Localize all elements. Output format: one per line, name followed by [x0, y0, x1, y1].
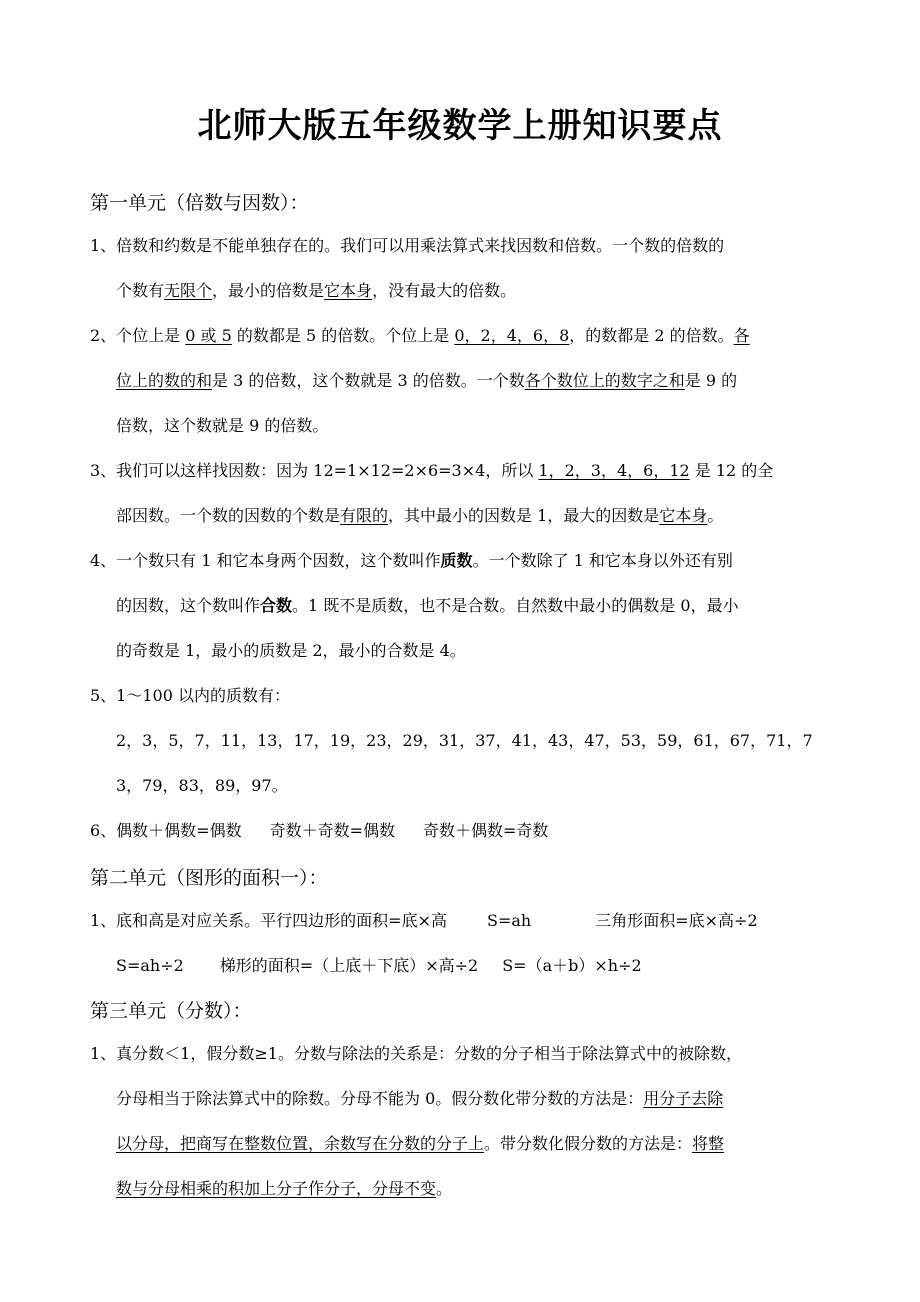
bold-term: 质数: [440, 551, 473, 570]
underlined-term: 位上的数的和: [116, 371, 213, 390]
bold-term: 合数: [260, 596, 293, 615]
underlined-term: 它本身: [324, 281, 373, 300]
underlined-term: 1，2，3，4，6，12: [538, 461, 690, 480]
unit1-point-6: 6、偶数＋偶数=偶数 奇数＋奇数=偶数 奇数＋偶数=奇数: [90, 821, 549, 840]
underlined-term: 数与分母相乘的积加上分子作分子，分母不变: [116, 1179, 437, 1198]
underlined-term: 以分母，把商写在整数位置，余数写在分数的分子上: [116, 1134, 485, 1153]
unit1-point-4: 4、一个数只有 1 和它本身两个因数，这个数叫作质数。一个数除了 1 和它本身以外还有别 的因数，这个数叫作合数。1 既不是质数，也不是合数。自然数中最小的偶数是 0，最小 的奇数是 1，最小的质数是 2，最小的合数是 4。: [90, 551, 739, 660]
unit3-heading: 第三单元（分数）：: [90, 1000, 252, 1022]
unit3-point-1: 1、真分数＜1，假分数≥1。分数与除法的关系是：分数的分子相当于除法算式中的被除数， 分母相当于除法算式中的除数。分母不能为 0。假分数化带分数的方法是：用分子去除 以分母，把商写在整数位置，余数写在分数的分子上。带分数化假分数的方法是：将整 数与分母相乘的积加上分子作分子，分母不变。: [90, 1044, 742, 1198]
unit2-point-1: 1、底和高是对应关系。平行四边形的面积=底×高 S=ah 三角形面积=底×高÷2 S=ah÷2 梯形的面积=（上底＋下底）×高÷2 S=（a＋b）×h÷2: [90, 911, 758, 975]
unit1-point-3: 3、我们可以这样找因数：因为 12=1×12=2×6=3×4，所以 1，2，3，4，6，12 是 12 的全 部因数。一个数的因数的个数是有限的，其中最小的因数是 1，最大的因数是它本身。: [90, 461, 774, 525]
unit2-heading: 第二单元（图形的面积一）：: [90, 867, 328, 889]
underlined-term: 无限个: [164, 281, 213, 300]
page-title: 北师大版五年级数学上册知识要点: [197, 106, 723, 146]
underlined-term: 0 或 5: [185, 326, 232, 345]
unit1-point-5: 5、1～100 以内的质数有： 2，3，5，7，11，13，17，19，23，29，31，37，41，43，47，53，59，61，67，71，7 3，79，83，89，97。: [90, 686, 813, 795]
unit1-heading: 第一单元（倍数与因数）：: [90, 192, 309, 214]
underlined-term: 有限的: [340, 506, 389, 525]
underlined-term: 各个数位上的数字之和: [524, 371, 685, 390]
underlined-term: 0，2，4，6，8: [454, 326, 570, 345]
unit1-point-1: 1、倍数和约数是不能单独存在的。我们可以用乘法算式来找因数和倍数。一个数的倍数的 个数有无限个，最小的倍数是它本身，没有最大的倍数。: [90, 236, 725, 300]
underlined-term: 它本身: [659, 506, 708, 525]
underlined-term: 将整: [692, 1134, 725, 1153]
underlined-term: 用分子去除: [643, 1089, 724, 1108]
underlined-term: 各: [733, 326, 750, 345]
unit1-point-2: 2、个位上是 0 或 5 的数都是 5 的倍数。个位上是 0，2，4，6，8，的数都是 2 的倍数。各 位上的数的和是 3 的倍数，这个数就是 3 的倍数。一个数各个数位上的数字之和是 9 的 倍数，这个数就是 9 的倍数。: [90, 326, 750, 435]
